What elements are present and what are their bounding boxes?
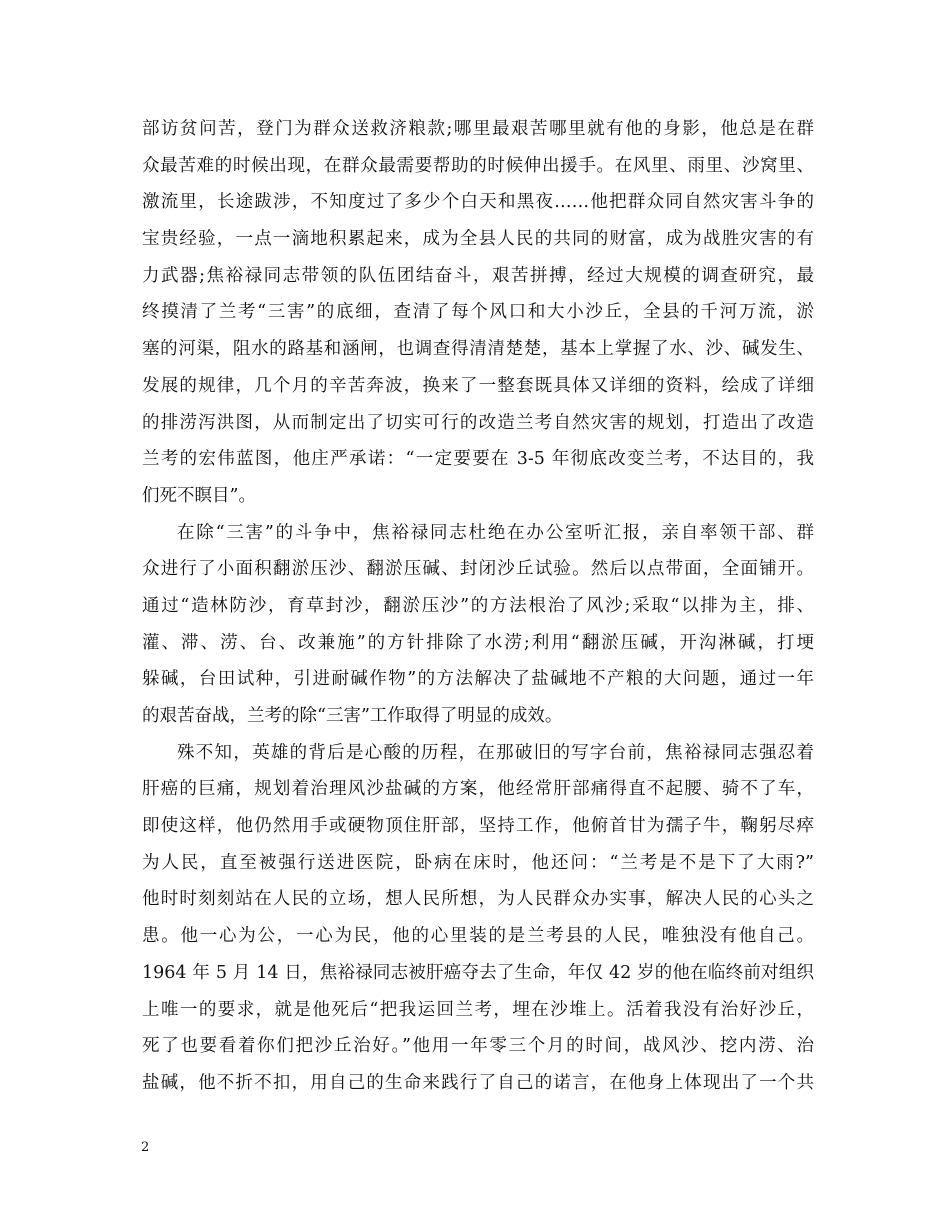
text-line: 众进行了小面积翻淤压沙、翻淤压碱、封闭沙丘试验。然后以点带面，全面铺开。 (142, 559, 814, 580)
text-line: 死了也要看着你们把沙丘治好。”他用一年零三个月的时间，战风沙、挖内涝、治 (142, 1036, 814, 1057)
text-line: 发展的规律，几个月的辛苦奔波，换来了一整套既具体又详细的资料，绘成了详细 (142, 375, 814, 396)
text-line: 部访贫问苦，登门为群众送救济粮款;哪里最艰苦哪里就有他的身影，他总是在群 (142, 119, 814, 139)
paragraph-first-line: 在除“三害”的斗争中，焦裕禄同志杜绝在办公室听汇报，亲自率领干部、群 (177, 522, 814, 543)
text-line: 即使这样，他仍然用手或硬物顶住肝部，坚持工作，他俯首甘为孺子牛，鞠躬尽瘁 (142, 816, 814, 837)
text-line: 通过“造林防沙，育草封沙，翻淤压沙”的方法根治了风沙;采取“以排为主，排、 (142, 595, 814, 616)
text-line: 塞的河渠，阻水的路基和涵闸，也调查得清清楚楚，基本上掌握了水、沙、碱发生、 (142, 339, 814, 360)
text-line: 众最苦难的时候出现，在群众最需要帮助的时候伸出援手。在风里、雨里、沙窝里、 (142, 155, 814, 176)
text-line: 肝癌的巨痛，规划着治理风沙盐碱的方案，他经常肝部痛得直不起腰、骑不了车， (142, 779, 814, 800)
text-line: 他时时刻刻站在人民的立场，想人民所想，为人民群众办实事，解决人民的心头之 (142, 889, 814, 910)
text-line: 终摸清了兰考“三害”的底细，查清了每个风口和大小沙丘，全县的千河万流，淤 (142, 302, 814, 323)
text-line: 宝贵经验，一点一滴地积累起来，成为全县人民的共同的财富，成为战胜灾害的有 (142, 229, 814, 250)
text-line: 灌、滞、涝、台、改兼施”的方针排除了水涝;利用“翻淤压碱，开沟淋碱，打埂 (142, 632, 814, 653)
text-line: 兰考的宏伟蓝图，他庄严承诺：“一定要要在 3-5 年彻底改变兰考，不达目的，我 (142, 449, 814, 470)
text-line: 激流里，长途跋涉，不知度过了多少个白天和黑夜……他把群众同自然灾害斗争的 (142, 192, 814, 213)
text-line: 们死不瞑目”。 (142, 485, 256, 506)
text-line: 力武器;焦裕禄同志带领的队伍团结奋斗，艰苦拼搏，经过大规模的调查研究，最 (142, 265, 814, 286)
text-line: 为人民，直至被强行送进医院，卧病在床时，他还问：“兰考是不是下了大雨?” (142, 852, 814, 873)
text-line: 患。他一心为公，一心为民，他的心里装的是兰考县的人民，唯独没有他自己。 (142, 926, 814, 947)
text-line: 盐碱，他不折不扣，用自己的生命来践行了自己的诺言，在他身上体现出了一个共 (142, 1072, 814, 1093)
paragraph-first-line: 殊不知，英雄的背后是心酸的历程，在那破旧的写字台前，焦裕禄同志强忍着 (177, 742, 814, 763)
body-text (142, 111, 814, 1102)
text-line: 1964 年 5 月 14 日，焦裕禄同志被肝癌夺去了生命，年仅 42 岁的他在临终前对组织 (142, 962, 814, 983)
text-line: 上唯一的要求，就是他死后“把我运回兰考，埋在沙堆上。活着我没有治好沙丘， (142, 999, 814, 1020)
text-line: 的艰苦奋战，兰考的除“三害”工作取得了明显的成效。 (142, 706, 563, 726)
text-line: 躲碱，台田试种，引进耐碱作物”的方法解决了盐碱地不产粮的大问题，通过一年 (142, 669, 814, 690)
page-number: 2 (141, 1140, 150, 1155)
text-line: 的排涝泻洪图，从而制定出了切实可行的改造兰考自然灾害的规划，打造出了改造 (142, 412, 814, 433)
